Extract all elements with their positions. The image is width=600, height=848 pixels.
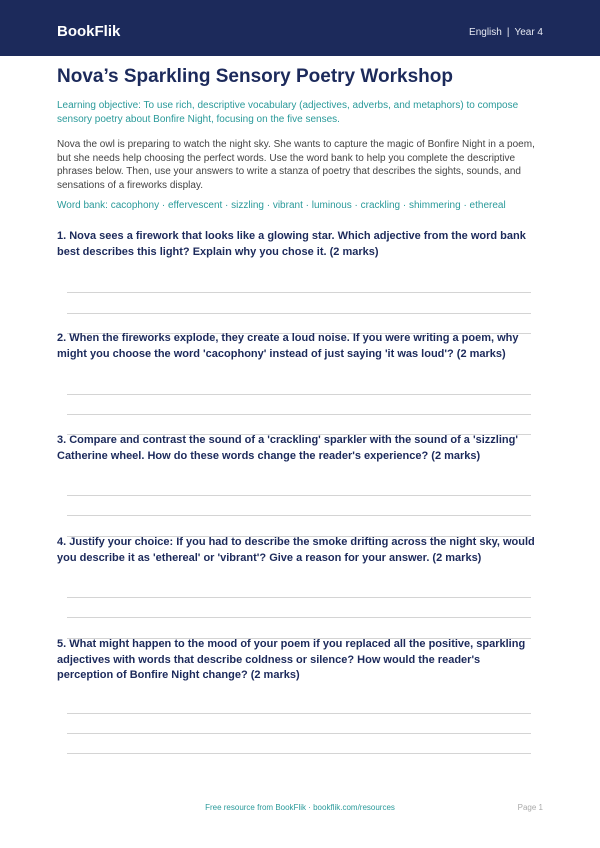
answer-line[interactable] [67,292,531,293]
answer-line[interactable] [67,515,531,516]
brand-logo[interactable]: BookFlik [57,23,121,40]
answer-line[interactable] [67,597,531,598]
word-bank: Word bank: cacophony · effervescent · sizzling · vibrant · luminous · crackling · shimmering · ethereal [57,200,506,211]
subject-year-label [469,26,543,40]
answer-line[interactable] [67,414,531,415]
answer-line[interactable] [67,753,531,754]
answer-line[interactable] [67,713,531,714]
year-label: Year 4 [514,27,543,38]
subject-label: English [469,27,502,38]
answer-line[interactable] [67,394,531,395]
learning-objective: Learning objective: To use rich, descriptive vocabulary (adjectives, adverbs, and metaphors) to compose sensory poetry about Bonfire Night, focusing on the five senses. [57,100,519,125]
page-title: Nova’s Sparkling Sensory Poetry Workshop [57,66,453,87]
question-1: 1. Nova sees a firework that looks like a glowing star. Which adjective from the word bank best describes this light? Explain why you chose it. (2 marks) [57,230,526,258]
answer-line[interactable] [67,617,531,618]
answer-line[interactable] [67,733,531,734]
footer-credit[interactable]: Free resource from BookFlik · bookflik.com/resources [205,803,395,812]
answer-line[interactable] [67,495,531,496]
question-3: 3. Compare and contrast the sound of a 'crackling' sparkler with the sound of a 'sizzling' Catherine wheel. How do these words change the reader's experience? (2 marks) [57,434,518,462]
question-4: 4. Justify your choice: If you had to describe the smoke drifting across the night sky, would you describe it as 'ethereal' or 'vibrant'? Give a reason for your answer. (2 marks) [57,536,535,564]
meta-separator: | [506,27,510,38]
question-5: 5. What might happen to the mood of your poem if you replaced all the positive, sparkling adjectives with words that describe coldness or silence? How would the reader's perception of Bonfire Night change? (2 marks) [57,638,526,681]
question-2: 2. When the fireworks explode, they create a loud noise. If you were writing a poem, why might you choose the word 'cacophony' instead of just saying 'it was loud'? (2 marks) [57,332,519,360]
page-number: Page 1 [517,803,543,812]
header-bar [0,0,600,56]
intro-paragraph: Nova the owl is preparing to watch the night sky. She wants to capture the magic of Bonfire Night in a poem, but she needs help choosing the perfect words. Use the word bank to help you complete the descriptive phrases below. Then, use your answers to write a stanza of poetry that describes the sights, sounds, and sensations of a fireworks display. [57,139,535,191]
answer-line[interactable] [67,313,531,314]
